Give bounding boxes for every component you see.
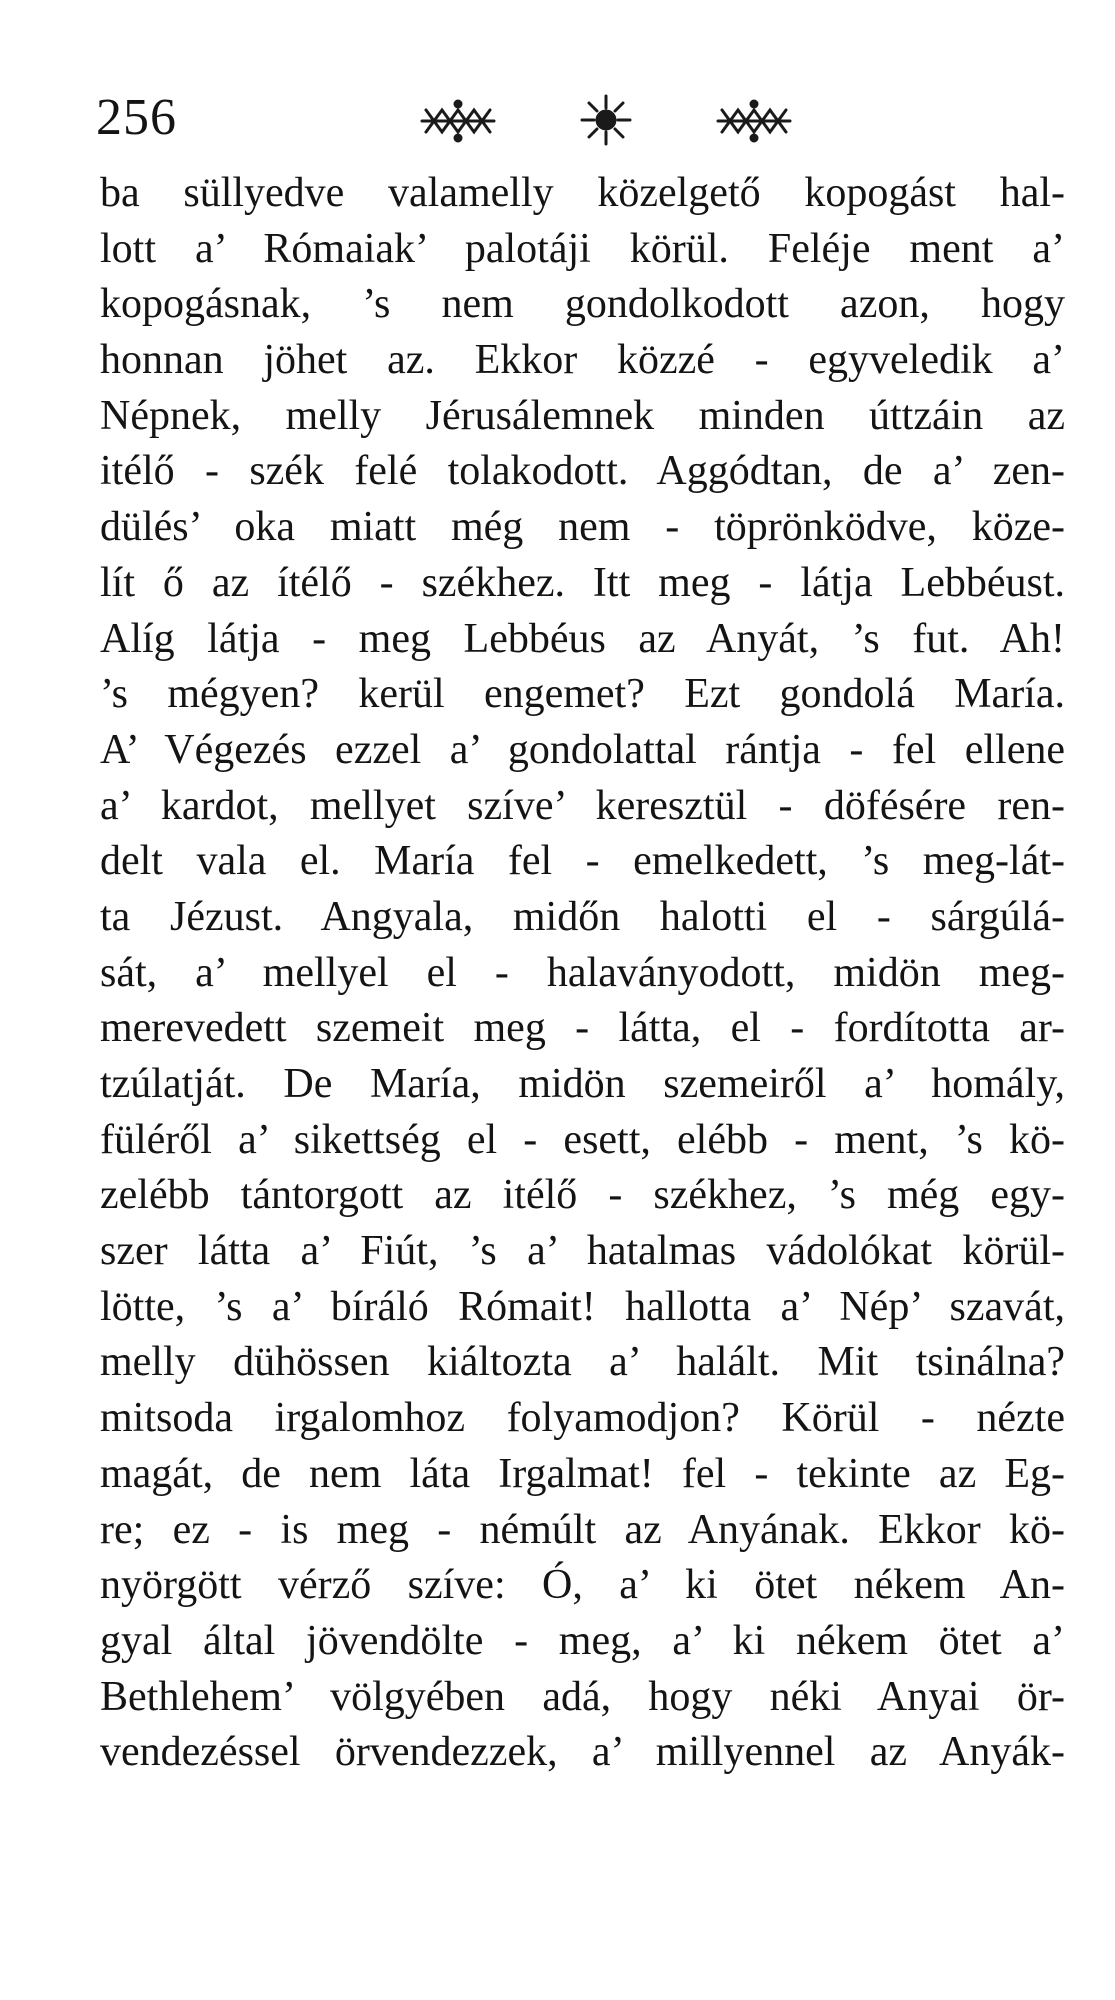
text-line: ’s mégyen? kerül engemet? Ezt gondolá María. xyxy=(100,671,1065,718)
text-line: sát, a’ mellyel el - halaványodott, midön meg- xyxy=(100,949,1065,996)
text-line: merevedett szemeit meg - látta, el - fordította ar- xyxy=(100,1005,1065,1052)
text-line: a’ kardot, mellyet szíve’ keresztül - döfésére ren- xyxy=(100,782,1065,829)
text-line: lötte, ’s a’ bíráló Rómait! hallotta a’ Nép’ szavát, xyxy=(100,1283,1065,1330)
text-line: füléről a’ sikettség el - esett, elébb - ment, ’s kö- xyxy=(100,1116,1065,1163)
text-line: ta Jézust. Angyala, midőn halotti el - sárgúlá- xyxy=(100,893,1065,940)
text-line: szer látta a’ Fiút, ’s a’ hatalmas vádolókat körül- xyxy=(100,1228,1065,1275)
text-line: A’ Végezés ezzel a’ gondolattal rántja - fel ellene xyxy=(100,726,1065,773)
text-line: re; ez - is meg - némúlt az Anyának. Ekkor kö- xyxy=(100,1506,1065,1553)
text-line: magát, de nem láta Irgalmat! fel - tekinte az Eg- xyxy=(100,1450,1065,1497)
text-line: gyal által jövendölte - meg, a’ ki nékem ötet a’ xyxy=(100,1617,1065,1664)
text-line: dülés’ oka miatt még nem - töprönködve, köze- xyxy=(100,504,1065,551)
text-line: lít ő az ítélő - székhez. Itt meg - látja Lebbéust. xyxy=(100,559,1065,606)
fleuron-ornament-icon xyxy=(416,92,796,148)
text-line: mitsoda irgalomhoz folyamodjon? Körül - nézte xyxy=(100,1395,1065,1442)
text-line: ba süllyedve valamelly közelgető kopogást hal- xyxy=(100,170,1065,216)
text-line: itélő - szék felé tolakodott. Aggódtan, de a’ zen- xyxy=(100,448,1065,495)
text-line: nyörgött vérző szíve: Ó, a’ ki ötet nékem An- xyxy=(100,1562,1065,1609)
page-header xyxy=(96,86,1056,156)
text-line: lott a’ Rómaiak’ palotáji körül. Feléje ment a’ xyxy=(100,225,1065,272)
text-line: tzúlatját. De María, midön szemeiről a’ homály, xyxy=(100,1061,1065,1107)
body-text xyxy=(100,166,1065,1781)
text-line: Népnek, melly Jérusálemnek minden úttzáin az xyxy=(100,392,1065,439)
text-line: melly dühössen kiáltozta a’ halált. Mit tsinálna? xyxy=(100,1339,1065,1386)
page-number: 256 xyxy=(96,89,177,146)
text-line: honnan jöhet az. Ekkor közzé - egyveledik a’ xyxy=(100,337,1065,384)
text-line: delt vala el. María fel - emelkedett, ’s meg-lát- xyxy=(100,838,1065,885)
text-line: Bethlehem’ völgyében adá, hogy néki Anyai ör- xyxy=(100,1673,1065,1720)
text-line: kopogásnak, ’s nem gondolkodott azon, hogy xyxy=(100,281,1065,328)
text-line: vendezéssel örvendezzek, a’ millyennel az Anyák- xyxy=(100,1729,1065,1776)
text-line: Alíg látja - meg Lebbéus az Anyát, ’s fut. Ah! xyxy=(100,615,1065,662)
text-line: zelébb tántorgott az itélő - székhez, ’s még egy- xyxy=(100,1172,1065,1219)
